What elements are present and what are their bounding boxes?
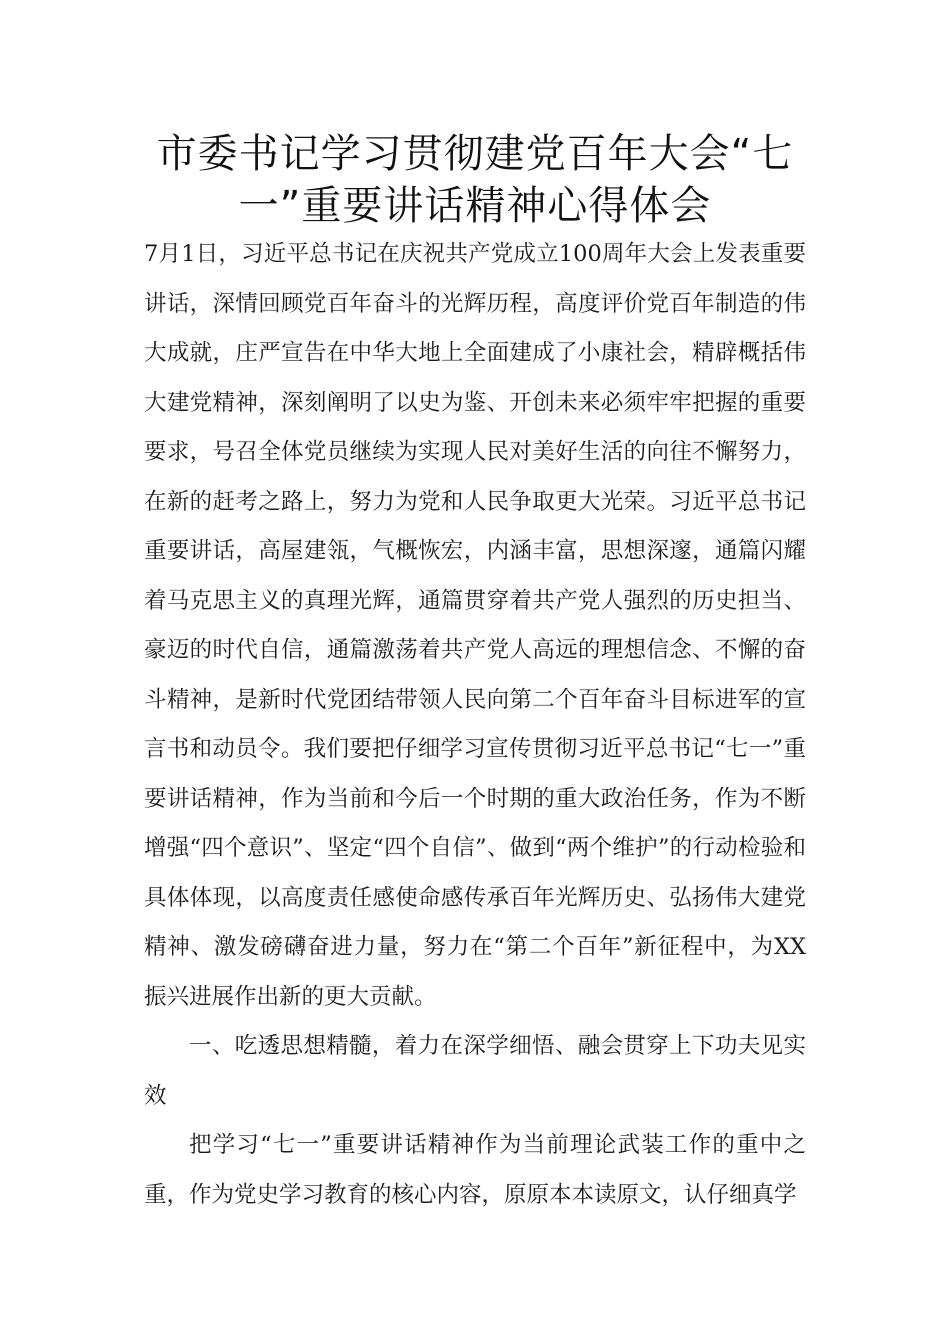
- paragraph-section-1: 把学习“七一”重要讲话精神作为当前理论武装工作的重中之重，作为党史学习教育的核心内容，原原本本读原文，认仔细真学: [144, 1132, 806, 1208]
- paragraph-intro: 7月1日，习近平总书记在庆祝共产党成立100周年大会上发表重要讲话，深情回顾党百年奋斗的光辉历程，高度评价党百年制造的伟大成就，庄严宣告在中华大地上全面建成了小康社会，精辟概括伟大建党精神，深刻阐明了以史为鉴、开创未来必须牢牢把握的重要要求，号召全体党员继续为实现人民对美好生活的向往不懈努力，在新的赶考之路上，努力为党和人民争取更大光荣。习近平总书记重要讲话，高屋建瓴，气概恢宏，内涵丰富，思想深邃，通篇闪耀着马克思主义的真理光辉，通篇贯穿着共产党人强烈的历史担当、豪迈的时代自信，通篇激荡着共产党人高远的理想信念、不懈的奋斗精神，是新时代党团结带领人民向第二个百年奋斗目标进军的宣言书和动员令。我们要把仔细学习宣传贯彻习近平总书记“七一”重要讲话精神，作为当前和今后一个时期的重大政治任务，作为不断增强“四个意识”、坚定“四个自信”、做到“两个维护”的行动检验和具体体现，以高度责任感使命感传承百年光辉历史、弘扬伟大建党精神、激发磅礴奋进力量，努力在“第二个百年”新征程中，为XX振兴进展作出新的更大贡献。: [144, 241, 806, 1010]
- document-title: 市委书记学习贯彻建党百年大会“七一”重要讲话精神心得体会: [156, 131, 794, 229]
- document-body: [144, 230, 806, 1220]
- section-heading-1: 一、吃透思想精髓，着力在深学细悟、融会贯穿上下功夫见实效: [144, 1033, 806, 1109]
